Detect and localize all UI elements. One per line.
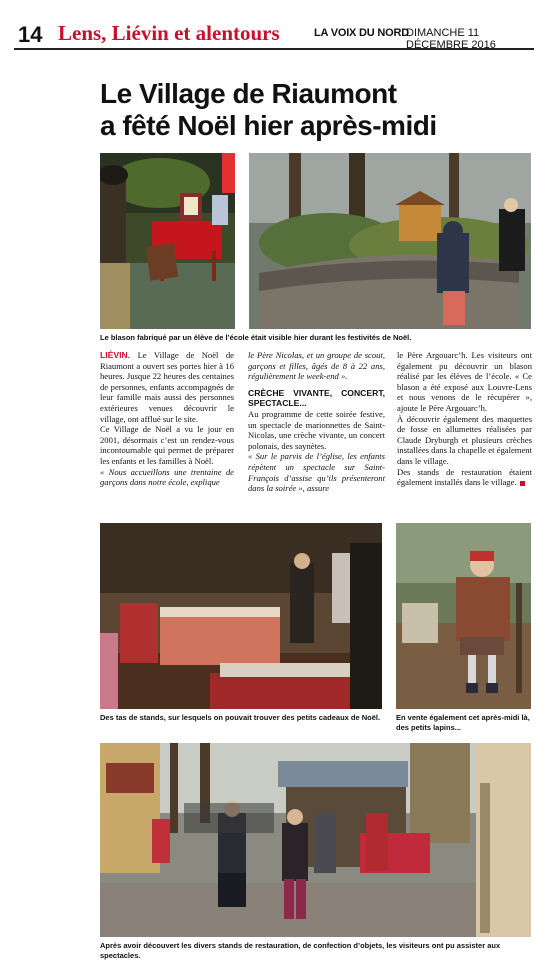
photo-creche	[249, 153, 531, 329]
header-rule	[14, 48, 534, 50]
caption-middle-right: En vente également cet après-midi là, des petits lapins...	[396, 713, 530, 732]
headline-line-2: a fêté Noël hier après-midi	[100, 110, 437, 141]
photo-gift-stands	[100, 523, 382, 709]
photo-village-crowd	[100, 743, 531, 937]
subheading: CRÈCHE VIVANTE, CONCERT, SPECTACLE...	[248, 387, 385, 409]
col1-paragraph-1: Le Village de Noël de Riaumont a ouvert ses portes hier à 16 heures. Jusque 22 heures des centaines de personnes, enfants accompagnés de leur famille mais aussi des personnes extérieures venues découvrir le village, ont afflué sur le site.	[100, 350, 234, 424]
photo-blason	[100, 153, 235, 329]
col3-paragraph-1: le Père Argouarc’h. Les visiteurs ont également pu découvrir un blason réalisé par les élèves de l’école. « Ce blason a été exposé aux Louvre-Lens et nous venons de le récupérer », ajoute le Père Argouarc’h.	[397, 350, 532, 413]
dateline-city: LIÉVIN.	[100, 350, 131, 360]
caption-middle-left: Des tas de stands, sur lesquels on pouvait trouver des petits cadeaux de Noël.	[100, 713, 381, 722]
col1-paragraph-2: Ce Village de Noël a vu le jour en 2001, désormais c’est un rendez-vous incontournable qui permet de préparer les enfants et les familles à Noël.	[100, 424, 234, 466]
issue-date: DIMANCHE 11 DÉCEMBRE 2016	[406, 27, 496, 51]
end-of-article-mark	[520, 481, 525, 486]
article-headline	[100, 78, 500, 142]
headline-line-1: Le Village de Riaumont	[100, 78, 397, 109]
photo-rabbits	[396, 523, 531, 709]
caption-bottom: Après avoir découvert les divers stands de restauration, de confection d’objets, les visiteurs ont pu assister aux spectacles.	[100, 941, 501, 960]
col1-paragraph-3: « Nous accueillons une trentaine de garçons dans notre école, explique	[100, 466, 234, 488]
col2-paragraph-1: le Père Nicolas, et un groupe de scout, garçons et filles, âgés de 8 à 22 ans, régulièrement le week-end ».	[248, 350, 385, 382]
newspaper-name: LA VOIX DU NORD	[314, 27, 409, 39]
col2-paragraph-3: « Sur le parvis de l’église, les enfants répètent un spectacle sur Saint-François d’assise qu’ils présenteront dans la soirée », assure	[248, 451, 385, 494]
article-column-2	[248, 350, 385, 494]
caption-top: Le blason fabriqué par un élève de l’école était visible hier durant les festivités de Noël.	[100, 333, 412, 342]
article-column-3	[397, 350, 532, 488]
col3-paragraph-2: À découvrir également des maquettes de fosse en allumettes réalisées par Claude Dryburgh et plusieurs crèches installées dans la chapelle et également dans le village.	[397, 413, 532, 466]
col3-paragraph-3: Des stands de restauration étaient également installés dans le village.	[397, 466, 532, 488]
col2-paragraph-2: Au programme de cette soirée festive, un spectacle de marionnettes de Saint-Nicolas, une crèche vivante, un concert polonais, des saynètes.	[248, 408, 385, 451]
page-header	[14, 16, 534, 50]
page-number: 14	[18, 22, 43, 47]
section-title: Lens, Liévin et alentours	[58, 21, 280, 45]
article-column-1	[100, 350, 234, 488]
